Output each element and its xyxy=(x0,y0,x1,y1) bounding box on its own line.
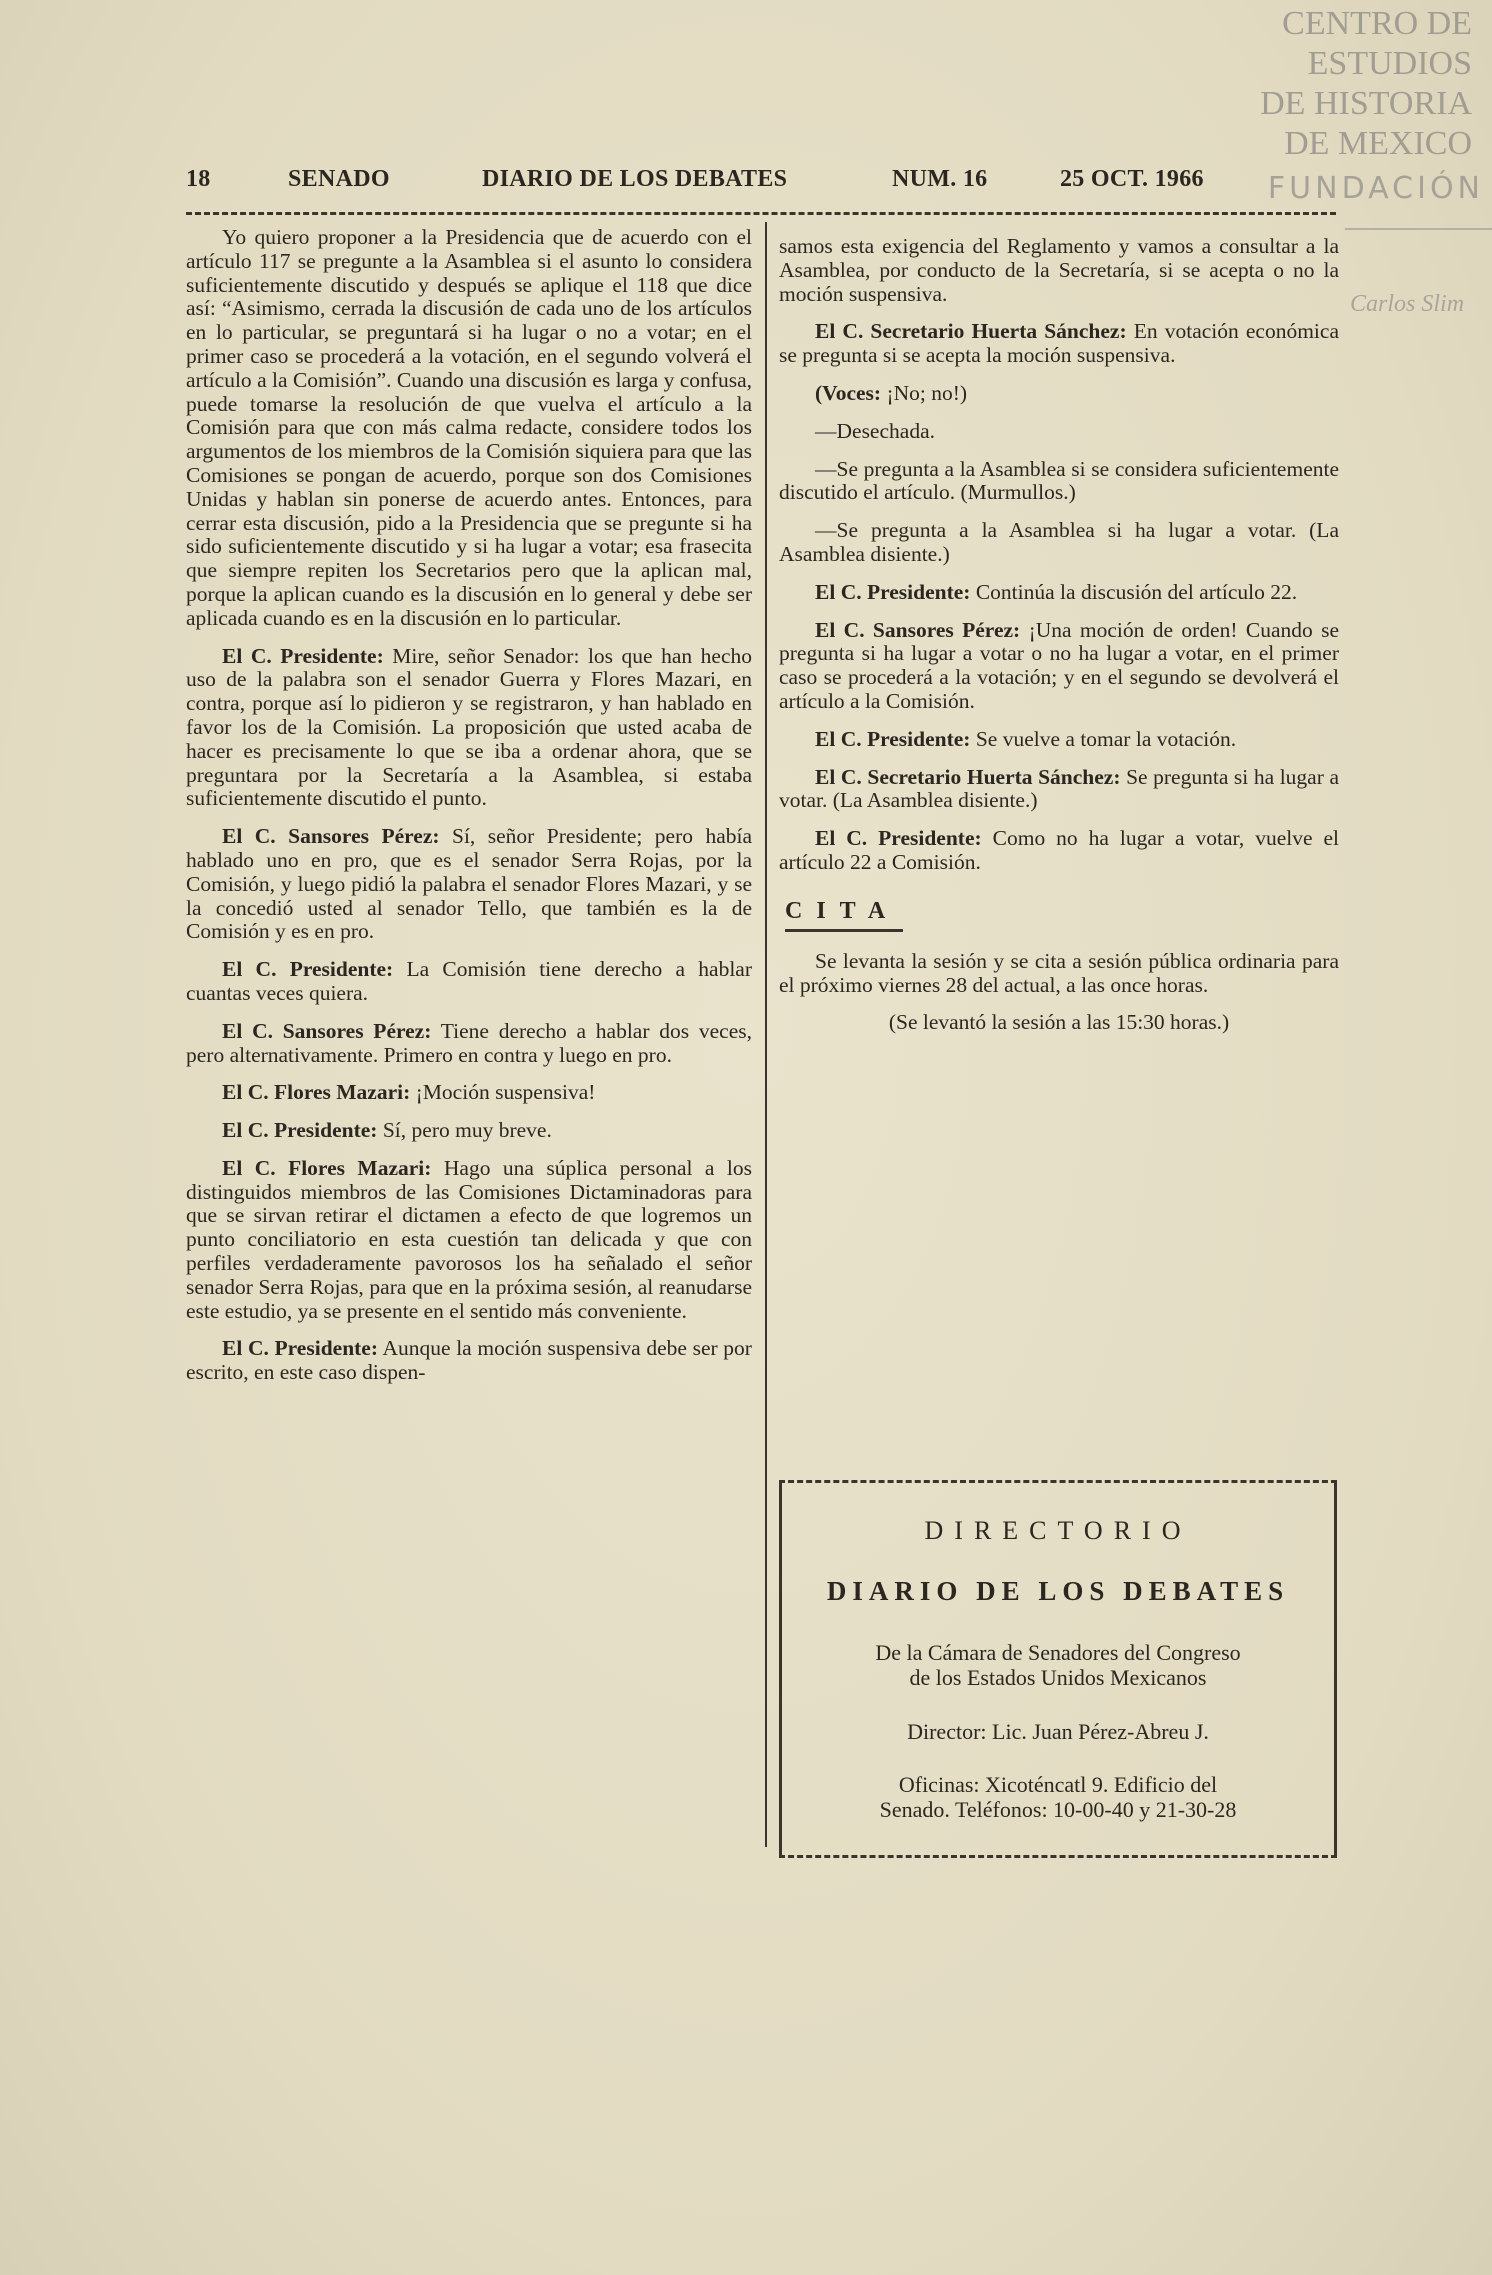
watermark-line: CENTRO DE xyxy=(1282,5,1472,42)
directorio-box xyxy=(779,1480,1337,1858)
paragraph xyxy=(186,1081,752,1105)
paragraph xyxy=(186,645,752,812)
directorio-director: Director: Lic. Juan Pérez-Abreu J. xyxy=(907,1719,1209,1744)
page-number: 18 xyxy=(186,166,211,192)
directorio-heading: DIRECTORIO xyxy=(924,1516,1192,1545)
publication-title: DIARIO DE LOS DEBATES xyxy=(482,166,788,192)
paragraph xyxy=(186,1020,752,1068)
speaker: El C. Presidente: xyxy=(222,957,394,982)
paragraph xyxy=(779,766,1339,814)
paragraph xyxy=(779,235,1339,306)
speaker: El C. Presidente: xyxy=(222,643,384,668)
paragraph xyxy=(779,382,1339,406)
watermark-centro-estudios xyxy=(1260,4,1472,164)
speaker: El C. Presidente: xyxy=(222,1336,379,1361)
directorio-line: de los Estados Unidos Mexicanos xyxy=(909,1665,1207,1690)
paragraph xyxy=(186,1119,752,1143)
paragraph-text: Se pregunta si ha lugar a votar. (La Asamblea disiente.) xyxy=(779,764,1339,813)
speaker: El C. Flores Mazari: xyxy=(222,1155,432,1180)
paragraph xyxy=(779,619,1339,714)
issue-number: NUM. 16 xyxy=(892,166,988,192)
paragraph-text: Yo quiero proponer a la Presidencia que de acuerdo con el artículo 117 se pregunte a la Asamblea si el asunto lo considera suficientemente discutido y después se aplique el 118 que dice así: “Asimismo, cerrada la discusión de cada uno de los artículos en lo particular, se preguntará si ha lugar o no a votar; en el primer caso se procederá a la votación, en el segundo volverá el artículo a la Comisión”. Cuando una discusión es larga y confusa, puede tomarse la resolución de que vuelva el artículo a la Comisión para que con más calma redacte, considere todos los argumentos de los miembros de la Comisión siquiera para que las Comisiones se pongan de acuerdo, porque son dos Comisiones Unidas y hablan sin ponerse de acuerdo antes. Entonces, para cerrar esta discusión, pido a la Presidencia que se pregunte si ha sido suficientemente discutido y si ha lugar a votar; esa frasecita que siempre repiten los Secretarios pero que la aplican mal, porque la aplican cuando es la discusión en lo general y debe ser aplicada cuando es en la discusión en lo particular. xyxy=(186,225,752,630)
speaker: El C. Presidente: xyxy=(222,1118,378,1143)
paragraph-text: Hago una súplica personal a los distinguidos miembros de las Comisiones Dictaminadoras para que se sirvan retirar el dictamen a efecto de que logremos un punto conciliatorio en esta cuestión tan delicada y que con perfiles verdaderamente pavorosos los ha señalado el señor senador Serra Rojas, para que en la próxima sesión, al reanudarse este estudio, ya se presente en el sentido más conveniente. xyxy=(186,1155,752,1323)
paragraph xyxy=(779,420,1339,444)
paragraph-text: Como no ha lugar a votar, vuelve el artículo 22 a Comisión. xyxy=(779,826,1339,874)
paragraph-text: samos esta exigencia del Reglamento y vamos a consultar a la Asamblea, por conducto de la Secretaría, si se acepta o no la moción suspensiva. xyxy=(779,234,1339,306)
chamber-label: SENADO xyxy=(288,166,390,192)
speaker: El C. Presidente: xyxy=(815,579,971,604)
session-closing: (Se levantó la sesión a las 15:30 horas.) xyxy=(888,1010,1230,1035)
column-divider xyxy=(765,222,767,1847)
paragraph-text: Se vuelve a tomar la votación. xyxy=(975,726,1237,751)
paragraph xyxy=(779,581,1339,605)
paragraph-text: En votación económica se pregunta si se acepta la moción suspensiva. xyxy=(779,319,1339,368)
paragraph xyxy=(186,1157,752,1324)
watermark-line: ESTUDIOS xyxy=(1307,45,1472,82)
paragraph-text: Tiene derecho a hablar dos veces, pero alternativamente. Primero en contra y luego en pro. xyxy=(186,1018,752,1067)
header-rule xyxy=(186,212,1336,215)
speaker: El C. Presidente: xyxy=(815,826,982,851)
paragraph xyxy=(186,958,752,1006)
speaker: El C. Sansores Pérez: xyxy=(222,1018,432,1043)
issue-date: 25 OCT. 1966 xyxy=(1060,166,1204,192)
watermark-line: DE HISTORIA xyxy=(1260,85,1472,122)
paragraph xyxy=(186,825,752,944)
cita-text: Se levanta la sesión y se cita a sesión pública ordinaria para el próximo viernes 28 del actual, a las once horas. xyxy=(779,948,1339,997)
paragraph-text: Mire, señor Senador: los que han hecho uso de la palabra son el senador Guerra y Flores Mazari, en contra, porque así lo pidieron y se registraron, y han hablado en favor los de la Comisión. La proposición que usted acaba de hacer es precisamente lo que se iba a ordenar ahora, que se preguntara por la Secretaría a la Asamblea, si estaba suficientemente discutido el punto. xyxy=(186,643,752,811)
speaker: El C. Secretario Huerta Sánchez: xyxy=(815,319,1127,344)
directorio-line: De la Cámara de Senadores del Congreso xyxy=(875,1640,1241,1665)
paragraph xyxy=(186,226,752,631)
paragraph xyxy=(779,827,1339,875)
speaker: El C. Sansores Pérez: xyxy=(815,617,1021,642)
speaker: (Voces: xyxy=(815,380,882,405)
paragraph-text: Sí, señor Presidente; pero había hablado uno en pro, que es el senador Serra Rojas, por la Comisión, y luego pidió la palabra el senador Flores Mazari, y se la concedió usted al senador Tello, que también es la de Comisión y es en pro. xyxy=(186,824,753,944)
paragraph xyxy=(779,320,1339,368)
paragraph-text: Continúa la discusión del artículo 22. xyxy=(975,579,1298,604)
paragraph-text: Sí, pero muy breve. xyxy=(382,1118,552,1143)
speaker: El C. Sansores Pérez: xyxy=(222,824,440,849)
paragraph-text: Aunque la moción suspensiva debe ser por escrito, en este caso dispen- xyxy=(186,1336,752,1385)
paragraph-text: —Se pregunta a la Asamblea si se considera suficientemente discutido el artículo. (Murmullos.) xyxy=(779,456,1339,505)
paragraph-text: ¡Moción suspensiva! xyxy=(415,1080,596,1105)
directorio-title: DIARIO DE LOS DEBATES xyxy=(826,1576,1290,1606)
paragraph-text: —Se pregunta a la Asamblea si ha lugar a votar. (La Asamblea disiente.) xyxy=(779,518,1339,566)
speaker: El C. Flores Mazari: xyxy=(222,1080,411,1105)
directorio-phones: Senado. Teléfonos: 10-00-40 y 21-30-28 xyxy=(879,1797,1237,1822)
speaker: El C. Presidente: xyxy=(815,726,971,751)
paragraph-text: ¡Una moción de orden! Cuando se pregunta si ha lugar a votar o no ha lugar a votar, en el primer caso se procederá a la votación; y en el segundo se devolverá el artículo a la Comisión. xyxy=(779,617,1339,713)
watermark-rule xyxy=(1345,228,1492,230)
watermark-signature: Carlos Slim xyxy=(1350,291,1465,317)
paragraph xyxy=(779,728,1339,752)
left-column xyxy=(186,226,752,1399)
paragraph-text: ¡No; no!) xyxy=(886,380,968,405)
cita-heading: CITA xyxy=(785,897,903,932)
watermark-fundacion: FUNDACIÓN xyxy=(1267,171,1484,206)
watermark-line: DE MEXICO xyxy=(1284,125,1472,162)
paragraph xyxy=(779,458,1339,506)
directorio-offices: Oficinas: Xicoténcatl 9. Edificio del xyxy=(898,1772,1218,1797)
speaker: El C. Secretario Huerta Sánchez: xyxy=(815,764,1121,789)
paragraph-text: —Desechada. xyxy=(815,418,935,443)
right-column xyxy=(779,235,1339,1049)
paragraph xyxy=(779,519,1339,567)
paragraph xyxy=(186,1337,752,1385)
paragraph-text: La Comisión tiene derecho a hablar cuantas veces quiera. xyxy=(186,957,753,1005)
